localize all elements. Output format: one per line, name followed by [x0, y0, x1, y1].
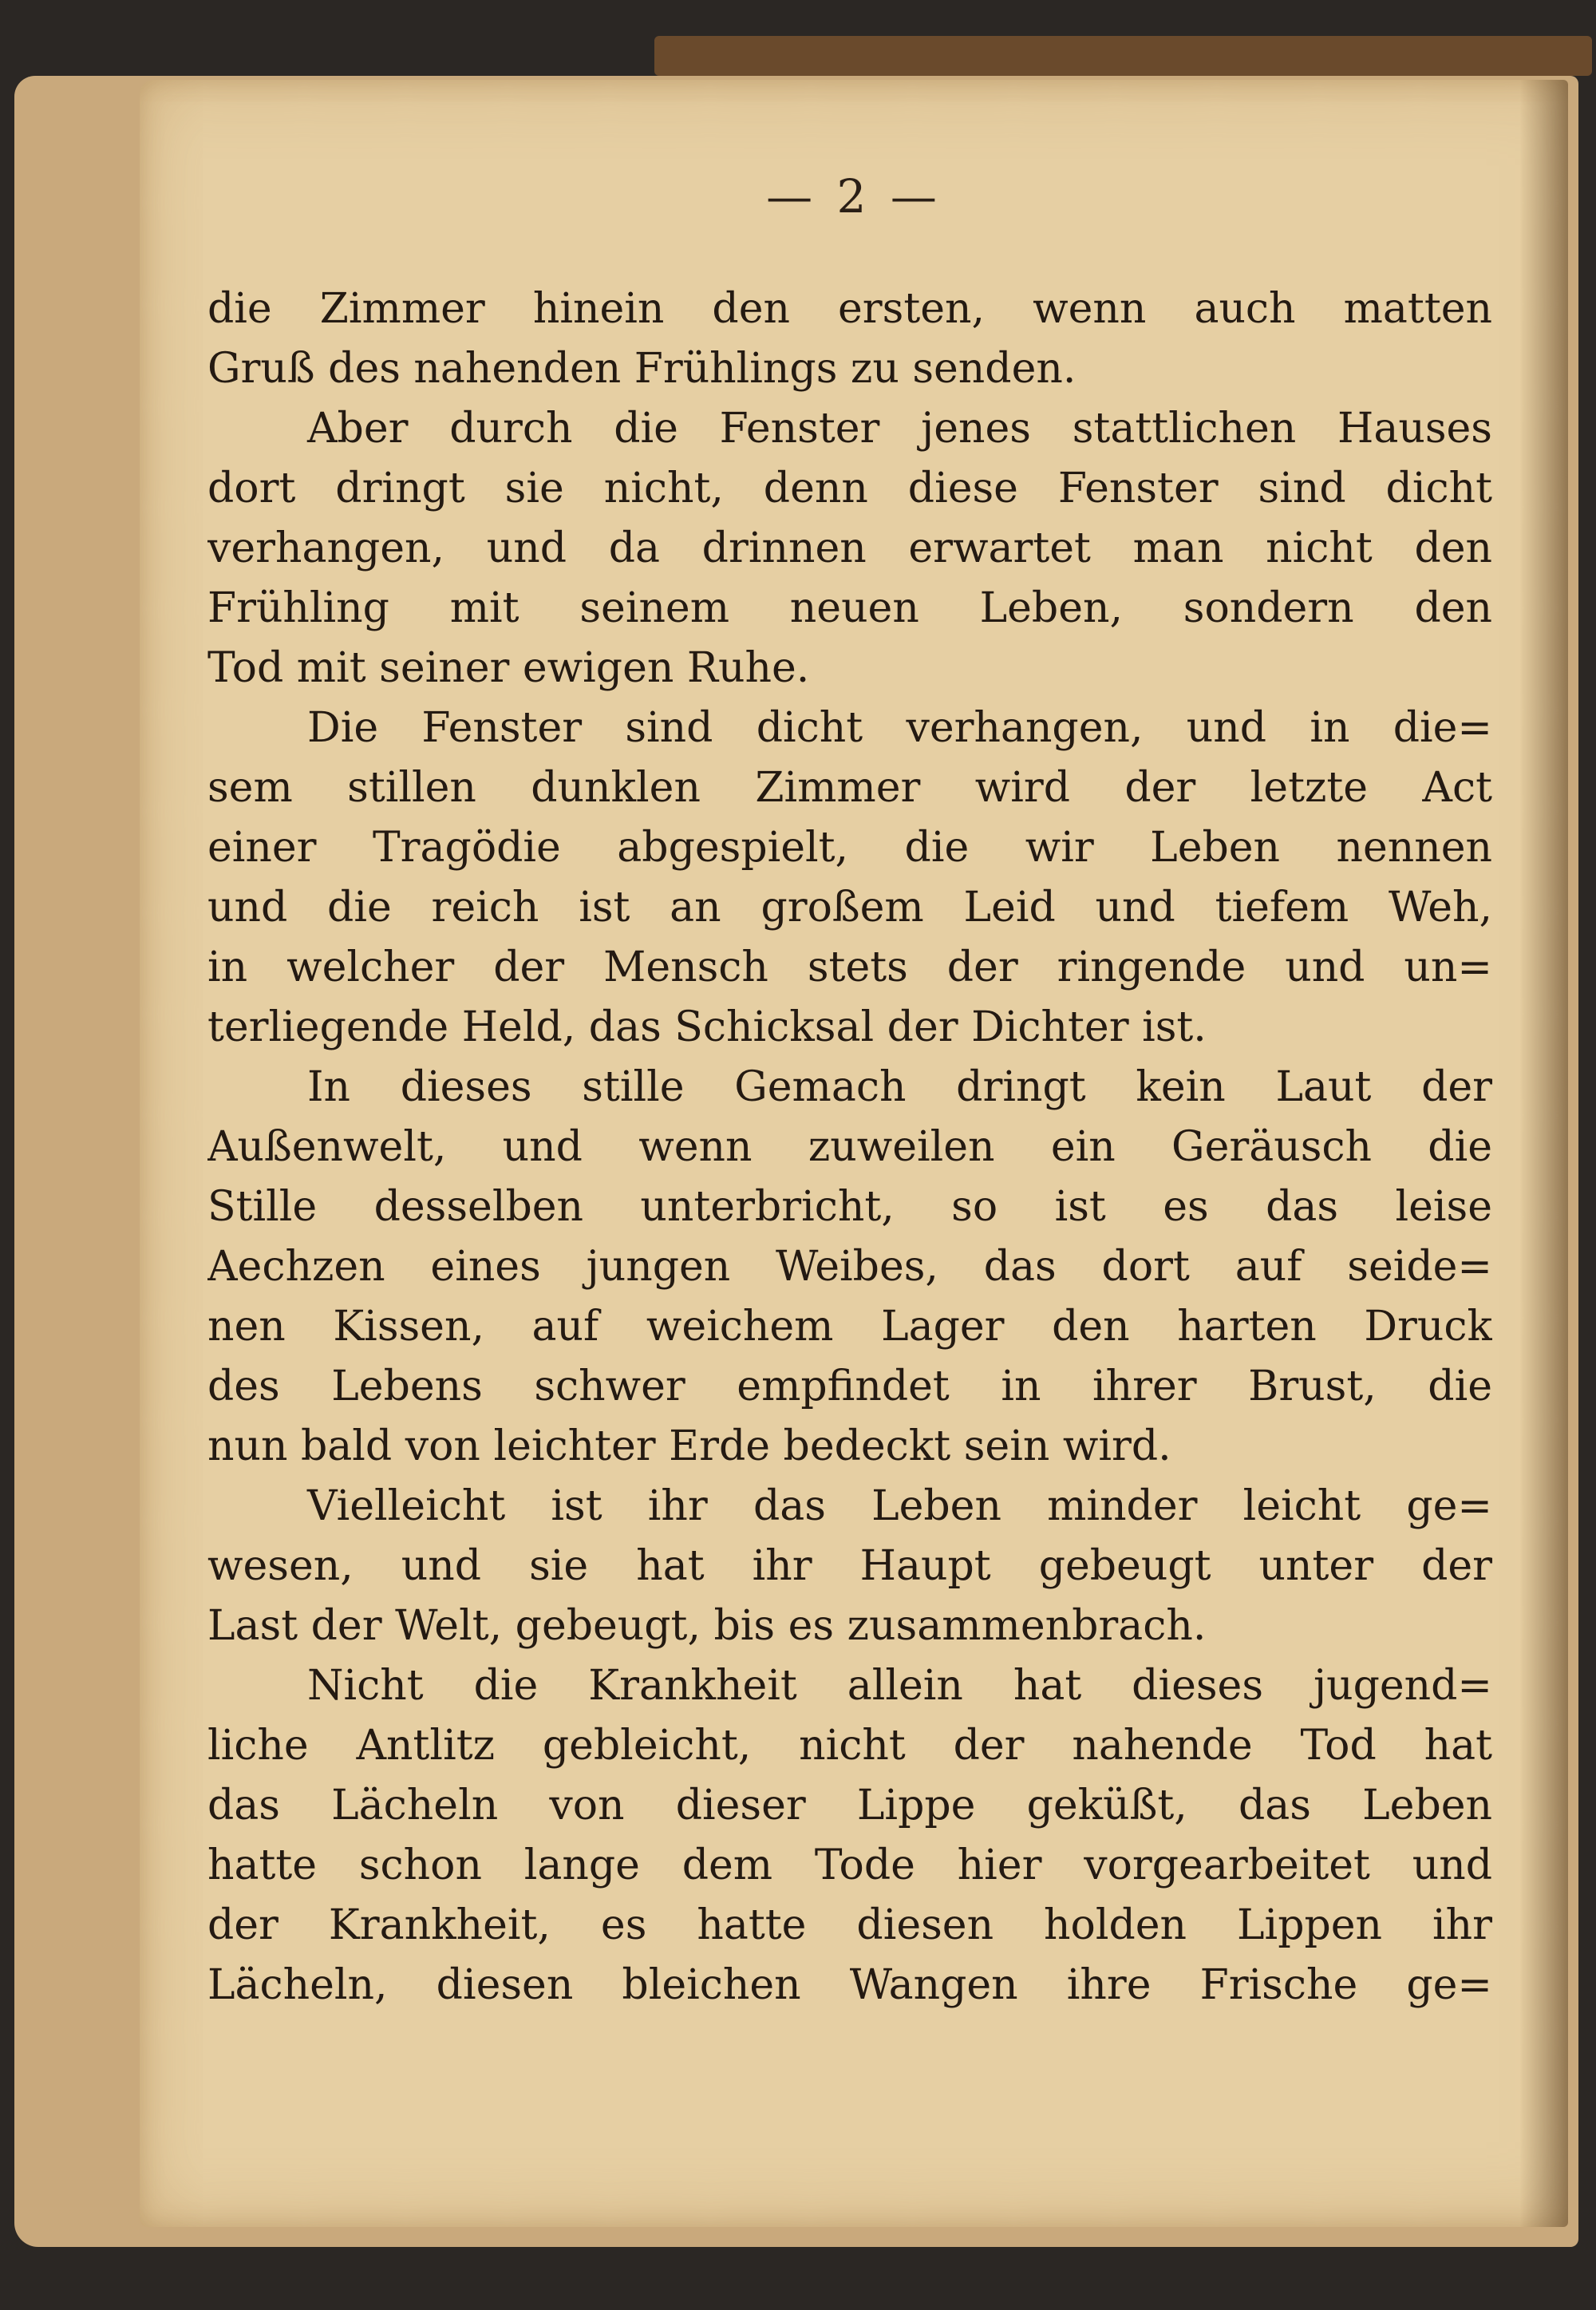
text-line: einer Tragödie abgespielt, die wir Leben nennen [207, 824, 1492, 872]
text-line: terliegende Held, das Schicksal der Dichter ist. [207, 1003, 1207, 1051]
text-line: und die reich ist an großem Leid und tiefem Weh, [207, 884, 1492, 932]
text-line: verhangen, und da drinnen erwartet man nicht den [207, 524, 1492, 572]
text-line: Lächeln, diesen bleichen Wangen ihre Frische ge= [207, 1961, 1492, 2009]
text-line: der Krankheit, es hatte diesen holden Lippen ihr [207, 1901, 1492, 1949]
text-line: Die Fenster sind dicht verhangen, und in die= [307, 704, 1492, 752]
text-line: Vielleicht ist ihr das Leben minder leicht ge= [307, 1482, 1492, 1530]
text-line: des Lebens schwer empfindet in ihrer Brust, die [207, 1363, 1492, 1410]
text-line: wesen, und sie hat ihr Haupt gebeugt unter der [207, 1542, 1492, 1590]
text-line: die Zimmer hinein den ersten, wenn auch matten [207, 285, 1492, 333]
text-line: Frühling mit seinem neuen Leben, sondern den [207, 584, 1492, 632]
text-line: Gruß des nahenden Frühlings zu senden. [207, 345, 1077, 393]
text-line: nen Kissen, auf weichem Lager den harten Druck [207, 1303, 1492, 1351]
text-line: Last der Welt, gebeugt, bis es zusammenbrach. [207, 1602, 1207, 1650]
text-line: In dieses stille Gemach dringt kein Laut der [307, 1063, 1492, 1111]
text-line: Stille desselben unterbricht, so ist es das leise [207, 1183, 1492, 1231]
text-line: Tod mit seiner ewigen Ruhe. [207, 644, 810, 692]
spine-shadow [1520, 80, 1568, 2227]
text-line: Außenwelt, und wenn zuweilen ein Geräusch die [207, 1123, 1492, 1171]
text-line: nun bald von leichter Erde bedeckt sein wird. [207, 1422, 1171, 1470]
page-number: — 2 — [766, 169, 942, 223]
body-text [207, 279, 1492, 2015]
text-line: Aechzen eines jungen Weibes, das dort auf seide= [207, 1243, 1492, 1291]
book-binding [654, 36, 1592, 76]
text-line: Aber durch die Fenster jenes stattlichen Hauses [307, 405, 1492, 453]
text-line: dort dringt sie nicht, denn diese Fenster sind dicht [207, 465, 1492, 512]
text-line: hatte schon lange dem Tode hier vorgearbeitet und [207, 1841, 1492, 1889]
text-line: in welcher der Mensch stets der ringende und un= [207, 943, 1492, 991]
text-line: sem stillen dunklen Zimmer wird der letzte Act [207, 764, 1492, 812]
text-line: das Lächeln von dieser Lippe geküßt, das Leben [207, 1782, 1492, 1829]
text-line: liche Antlitz gebleicht, nicht der nahende Tod hat [207, 1722, 1492, 1770]
text-line: Nicht die Krankheit allein hat dieses jugend= [307, 1662, 1492, 1710]
